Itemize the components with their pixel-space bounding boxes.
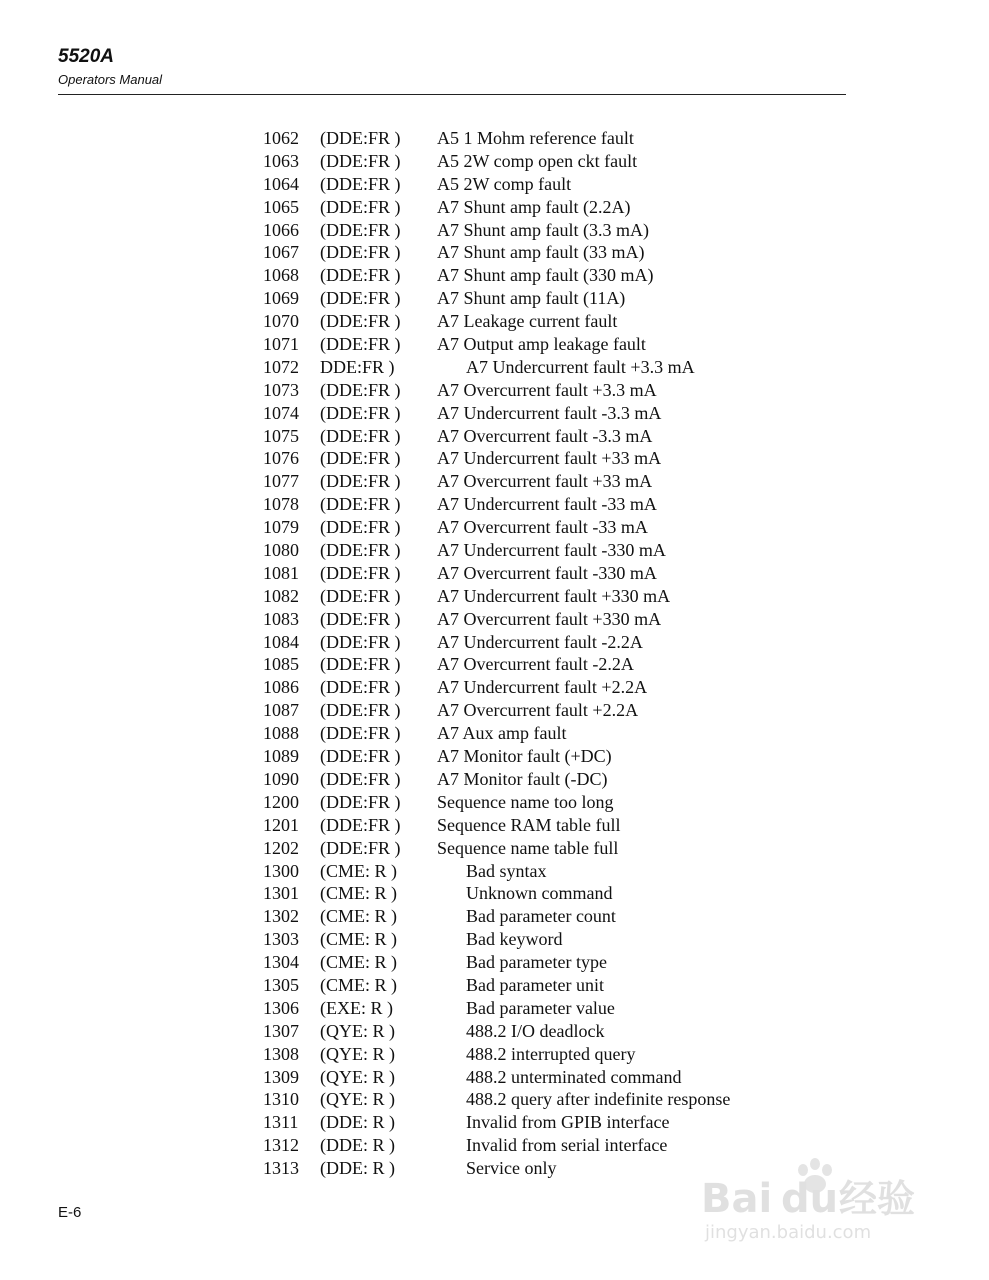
- error-class: (CME: R ): [320, 929, 398, 950]
- error-code-number: 1087: [263, 700, 299, 721]
- error-code-number: 1074: [263, 402, 299, 423]
- error-message: Invalid from GPIB interface: [466, 1112, 670, 1133]
- error-code-number: 1066: [263, 219, 299, 240]
- error-message: A7 Shunt amp fault (2.2A): [437, 196, 631, 217]
- error-message: Bad parameter value: [466, 997, 615, 1018]
- error-message: A7 Monitor fault (-DC): [437, 768, 608, 789]
- header-divider: [58, 94, 846, 95]
- error-message: A7 Undercurrent fault -2.2A: [437, 631, 643, 652]
- error-message: A7 Undercurrent fault +330 mA: [437, 585, 671, 606]
- error-message: Sequence RAM table full: [437, 814, 621, 835]
- error-code-number: 1312: [263, 1135, 299, 1156]
- error-code-number: 1062: [263, 128, 299, 148]
- page-number: E-6: [58, 1204, 82, 1221]
- error-message: A7 Undercurrent fault +3.3 mA: [466, 356, 695, 377]
- error-class: (DDE: R ): [320, 1112, 395, 1133]
- error-message: Invalid from serial interface: [466, 1135, 668, 1156]
- error-class: (DDE:FR ): [320, 173, 401, 194]
- error-class: (DDE:FR ): [320, 791, 401, 812]
- error-class: (QYE: R ): [320, 1043, 395, 1064]
- error-message: A7 Undercurrent fault -330 mA: [437, 540, 666, 561]
- error-class: (DDE:FR ): [320, 150, 401, 171]
- error-class: (DDE:FR ): [320, 814, 401, 835]
- error-message: A7 Shunt amp fault (330 mA): [437, 265, 654, 286]
- error-class: (DDE:FR ): [320, 128, 401, 148]
- error-message: 488.2 interrupted query: [466, 1043, 636, 1064]
- error-code-number: 1076: [263, 448, 299, 469]
- error-message: A7 Shunt amp fault (3.3 mA): [437, 219, 649, 240]
- error-code-number: 1308: [263, 1043, 299, 1064]
- error-code-number: 1069: [263, 288, 299, 309]
- error-message: A7 Overcurrent fault -33 mA: [437, 517, 648, 538]
- error-message: A7 Output amp leakage fault: [437, 334, 646, 355]
- error-message: A7 Leakage current fault: [437, 311, 618, 332]
- error-code-number: 1079: [263, 517, 299, 538]
- error-code-number: 1088: [263, 723, 299, 744]
- error-class: (DDE:FR ): [320, 677, 401, 698]
- error-code-number: 1075: [263, 425, 299, 446]
- error-message: A5 2W comp fault: [437, 173, 572, 194]
- error-code-number: 1305: [263, 974, 299, 995]
- error-class: (DDE:FR ): [320, 196, 401, 217]
- error-class: (DDE:FR ): [320, 425, 401, 446]
- error-code-number: 1089: [263, 746, 299, 767]
- error-class: (DDE:FR ): [320, 746, 401, 767]
- error-message: A7 Overcurrent fault +33 mA: [437, 471, 653, 492]
- error-class: (DDE:FR ): [320, 837, 401, 858]
- error-class: (DDE:FR ): [320, 768, 401, 789]
- error-class: (DDE:FR ): [320, 723, 401, 744]
- error-code-number: 1310: [263, 1089, 299, 1110]
- error-class: (DDE:FR ): [320, 608, 401, 629]
- error-message: A7 Monitor fault (+DC): [437, 746, 612, 767]
- error-message: Service only: [466, 1158, 557, 1179]
- error-class: (DDE:FR ): [320, 494, 401, 515]
- error-code-number: 1068: [263, 265, 299, 286]
- error-code-number: 1082: [263, 585, 299, 606]
- error-message: A7 Undercurrent fault +2.2A: [437, 677, 648, 698]
- error-class: (DDE:FR ): [320, 265, 401, 286]
- manual-subtitle: Operators Manual: [58, 72, 163, 87]
- baidu-jingyan-watermark: [699, 1150, 931, 1246]
- error-class: (DDE:FR ): [320, 517, 401, 538]
- error-class: (DDE:FR ): [320, 471, 401, 492]
- error-code-number: 1304: [263, 952, 299, 973]
- manual-model-title: 5520A: [58, 46, 114, 67]
- error-class: (DDE:FR ): [320, 334, 401, 355]
- error-code-number: 1311: [263, 1112, 299, 1133]
- error-class: (DDE:FR ): [320, 219, 401, 240]
- error-message: 488.2 query after indefinite response: [466, 1089, 731, 1110]
- error-code-number: 1303: [263, 929, 299, 950]
- svg-text:du: du: [781, 1176, 839, 1222]
- error-class: (DDE:FR ): [320, 540, 401, 561]
- error-message: A7 Overcurrent fault -3.3 mA: [437, 425, 653, 446]
- error-class: (QYE: R ): [320, 1020, 395, 1041]
- error-code-number: 1063: [263, 150, 299, 171]
- error-message: A7 Overcurrent fault -2.2A: [437, 654, 634, 675]
- error-message: A7 Overcurrent fault -330 mA: [437, 562, 657, 583]
- error-class: (DDE:FR ): [320, 700, 401, 721]
- error-class: (CME: R ): [320, 952, 398, 973]
- error-message: A7 Overcurrent fault +2.2A: [437, 700, 639, 721]
- error-code-number: 1313: [263, 1158, 299, 1179]
- error-class: (DDE:FR ): [320, 631, 401, 652]
- error-class: (DDE:FR ): [320, 448, 401, 469]
- error-message: A7 Shunt amp fault (11A): [437, 288, 626, 309]
- error-class: (DDE: R ): [320, 1135, 395, 1156]
- error-code-number: 1065: [263, 196, 299, 217]
- error-message: Bad parameter type: [466, 952, 607, 973]
- error-message: Sequence name table full: [437, 837, 619, 858]
- error-message: Bad syntax: [466, 860, 547, 881]
- error-code-number: 1086: [263, 677, 299, 698]
- error-code-number: 1081: [263, 562, 299, 583]
- error-class: (DDE:FR ): [320, 242, 401, 263]
- error-code-number: 1078: [263, 494, 299, 515]
- error-code-number: 1307: [263, 1020, 299, 1041]
- error-code-number: 1083: [263, 608, 299, 629]
- error-message: A7 Overcurrent fault +3.3 mA: [437, 379, 657, 400]
- error-code-number: 1080: [263, 540, 299, 561]
- error-code-number: 1301: [263, 883, 299, 904]
- error-code-number: 1064: [263, 173, 299, 194]
- error-class: (DDE:FR ): [320, 311, 401, 332]
- error-message: Sequence name too long: [437, 791, 614, 812]
- error-message: Bad keyword: [466, 929, 563, 950]
- error-class: (QYE: R ): [320, 1066, 395, 1087]
- error-code-number: 1306: [263, 997, 299, 1018]
- error-message: A7 Undercurrent fault -33 mA: [437, 494, 657, 515]
- error-code-number: 1200: [263, 791, 299, 812]
- error-class: (DDE:FR ): [320, 379, 401, 400]
- error-code-number: 1309: [263, 1066, 299, 1087]
- error-code-number: 1073: [263, 379, 299, 400]
- paw-logo-icon: [798, 1158, 832, 1193]
- error-class: (CME: R ): [320, 883, 398, 904]
- error-class: (EXE: R ): [320, 997, 393, 1018]
- error-code-number: 1090: [263, 768, 299, 789]
- error-code-number: 1202: [263, 837, 299, 858]
- error-code-number: 1302: [263, 906, 299, 927]
- error-message: Bad parameter unit: [466, 974, 604, 995]
- error-message: Unknown command: [466, 883, 613, 904]
- error-message: A5 1 Mohm reference fault: [437, 128, 634, 148]
- svg-text:Bai: Bai: [701, 1176, 773, 1222]
- error-message: 488.2 I/O deadlock: [466, 1020, 605, 1041]
- error-class: (DDE:FR ): [320, 654, 401, 675]
- error-class: DDE:FR ): [320, 356, 395, 377]
- error-class: (DDE: R ): [320, 1158, 395, 1179]
- error-message: 488.2 unterminated command: [466, 1066, 682, 1087]
- error-class: (DDE:FR ): [320, 402, 401, 423]
- error-code-number: 1201: [263, 814, 299, 835]
- error-class: (DDE:FR ): [320, 585, 401, 606]
- error-code-number: 1085: [263, 654, 299, 675]
- error-message: A7 Shunt amp fault (33 mA): [437, 242, 645, 263]
- error-message: Bad parameter count: [466, 906, 616, 927]
- error-code-number: 1067: [263, 242, 299, 263]
- svg-text:jingyan.baidu.com: jingyan.baidu.com: [705, 1222, 872, 1243]
- error-class: (CME: R ): [320, 860, 398, 881]
- svg-text:经验: 经验: [839, 1177, 916, 1221]
- error-class: (DDE:FR ): [320, 562, 401, 583]
- error-code-number: 1071: [263, 334, 299, 355]
- error-class: (QYE: R ): [320, 1089, 395, 1110]
- error-message: A5 2W comp open ckt fault: [437, 150, 638, 171]
- error-code-number: 1070: [263, 311, 299, 332]
- error-code-number: 1300: [263, 860, 299, 881]
- error-class: (DDE:FR ): [320, 288, 401, 309]
- error-message: A7 Undercurrent fault -3.3 mA: [437, 402, 662, 423]
- error-code-number: 1084: [263, 631, 299, 652]
- error-code-number: 1077: [263, 471, 299, 492]
- error-message: A7 Aux amp fault: [437, 723, 567, 744]
- error-message: A7 Overcurrent fault +330 mA: [437, 608, 662, 629]
- error-class: (CME: R ): [320, 906, 398, 927]
- error-class: (CME: R ): [320, 974, 398, 995]
- error-code-number: 1072: [263, 356, 299, 377]
- error-message: A7 Undercurrent fault +33 mA: [437, 448, 662, 469]
